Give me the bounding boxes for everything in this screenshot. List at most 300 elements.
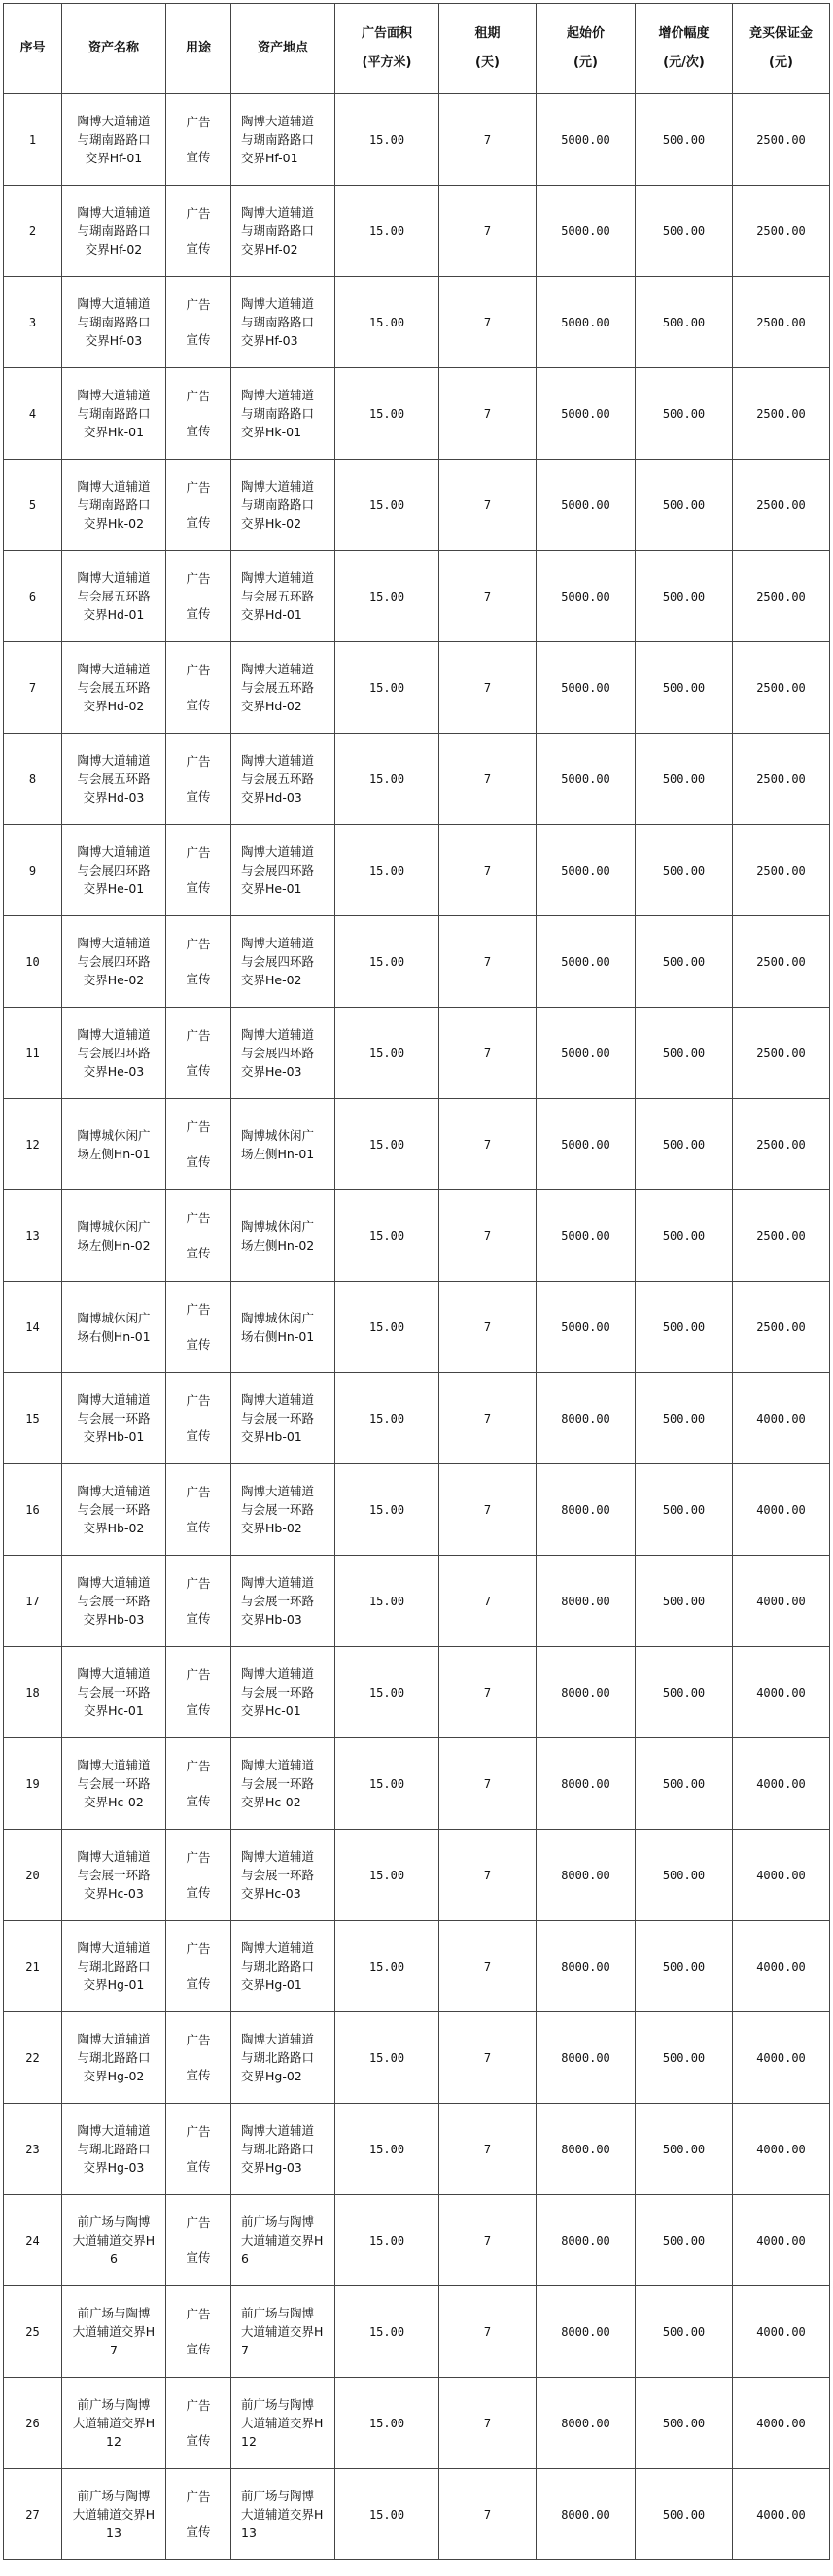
header-area-label: 广告面积 <box>361 26 412 41</box>
cell-term: 7 <box>439 1738 537 1830</box>
cell-use-line: 广告 <box>186 753 211 769</box>
cell-use-line: 宣传 <box>186 1336 211 1352</box>
cell-increment: 500.00 <box>636 2286 733 2378</box>
cell-start-price: 5000.00 <box>537 460 636 551</box>
cell-area: 15.00 <box>335 94 439 186</box>
header-deposit-unit: (元) <box>769 55 793 70</box>
table-row <box>4 186 830 277</box>
cell-use-line: 宣传 <box>186 331 211 347</box>
cell-location-line: 交界He-01 <box>241 881 302 896</box>
table-row <box>4 2104 830 2195</box>
cell-location <box>231 1830 335 1921</box>
cell-asset-name <box>62 186 166 277</box>
cell-area: 15.00 <box>335 277 439 368</box>
cell-asset-name <box>62 2104 166 2195</box>
cell-use-line: 广告 <box>186 570 211 586</box>
cell-seq: 25 <box>4 2286 62 2378</box>
cell-asset-name-line: 陶博大道辅道 <box>77 570 151 585</box>
cell-use-line: 广告 <box>186 1118 211 1134</box>
cell-location-line: 陶博大道辅道 <box>241 1392 315 1407</box>
cell-asset-name-line: 陶博大道辅道 <box>77 114 151 128</box>
header-term-label: 租期 <box>474 26 501 41</box>
table-row <box>4 1647 830 1738</box>
cell-term: 7 <box>439 2469 537 2560</box>
cell-location <box>231 460 335 551</box>
cell-location-line: 交界Hb-02 <box>241 1521 302 1535</box>
cell-start-price: 8000.00 <box>537 1921 636 2012</box>
cell-location-line: 6 <box>241 2251 249 2266</box>
cell-use-line: 广告 <box>186 2397 211 2413</box>
cell-location-line: 与瑚南路路口 <box>241 132 315 147</box>
cell-asset-name-line: 大道辅道交界H <box>72 2324 156 2339</box>
cell-location-line: 陶博大道辅道 <box>241 662 315 676</box>
cell-area: 15.00 <box>335 1282 439 1373</box>
cell-location-line: 7 <box>241 2343 249 2357</box>
cell-use <box>166 460 231 551</box>
cell-deposit: 2500.00 <box>733 1008 830 1099</box>
cell-asset-name <box>62 1464 166 1556</box>
cell-use-line: 宣传 <box>186 1062 211 1078</box>
cell-term: 7 <box>439 186 537 277</box>
cell-increment: 500.00 <box>636 1921 733 2012</box>
cell-location-line: 交界Hc-03 <box>241 1886 301 1901</box>
cell-use <box>166 734 231 825</box>
cell-seq: 4 <box>4 368 62 460</box>
cell-start-price: 8000.00 <box>537 1464 636 1556</box>
cell-asset-name <box>62 460 166 551</box>
cell-start-price: 5000.00 <box>537 186 636 277</box>
cell-asset-name-line: 陶博大道辅道 <box>77 936 151 950</box>
cell-use-line: 广告 <box>186 2306 211 2321</box>
cell-asset-name-line: 陶博城休闲广 <box>77 1310 151 1325</box>
cell-increment: 500.00 <box>636 916 733 1008</box>
cell-location-line: 陶博大道辅道 <box>241 1849 315 1864</box>
cell-asset-name-line: 前广场与陶博 <box>77 2215 151 2229</box>
cell-increment: 500.00 <box>636 1556 733 1647</box>
cell-seq: 26 <box>4 2378 62 2469</box>
cell-asset-name-line: 陶博大道辅道 <box>77 1392 151 1407</box>
cell-asset-name-line: 陶博大道辅道 <box>77 1758 151 1772</box>
header-increment <box>636 4 733 94</box>
cell-start-price: 5000.00 <box>537 368 636 460</box>
cell-asset-name-line: 交界Hc-01 <box>84 1703 144 1718</box>
table-row <box>4 2195 830 2286</box>
cell-location-line: 与会展四环路 <box>241 863 315 877</box>
cell-area: 15.00 <box>335 916 439 1008</box>
cell-location <box>231 1647 335 1738</box>
cell-start-price: 5000.00 <box>537 551 636 642</box>
cell-asset-name <box>62 1647 166 1738</box>
cell-location-line: 与会展一环路 <box>241 1868 315 1882</box>
cell-use-line: 宣传 <box>186 879 211 895</box>
cell-asset-name-line: 与会展一环路 <box>77 1411 151 1425</box>
cell-increment: 500.00 <box>636 277 733 368</box>
cell-asset-name-line: 交界Hg-02 <box>83 2069 145 2083</box>
cell-increment: 500.00 <box>636 1647 733 1738</box>
cell-asset-name <box>62 277 166 368</box>
cell-asset-name-line: 交界Hc-02 <box>84 1795 144 1809</box>
cell-asset-name <box>62 1373 166 1464</box>
cell-use-line: 广告 <box>186 2215 211 2230</box>
cell-term: 7 <box>439 277 537 368</box>
cell-increment: 500.00 <box>636 2469 733 2560</box>
cell-asset-name-line: 与瑚南路路口 <box>77 315 151 329</box>
cell-location-line: 13 <box>241 2525 257 2540</box>
cell-area: 15.00 <box>335 1008 439 1099</box>
cell-start-price: 5000.00 <box>537 94 636 186</box>
table-row <box>4 1830 830 1921</box>
cell-location <box>231 1282 335 1373</box>
cell-use-line: 宣传 <box>186 149 211 164</box>
cell-use-line: 广告 <box>186 1575 211 1591</box>
cell-deposit: 4000.00 <box>733 1647 830 1738</box>
cell-asset-name-line: 前广场与陶博 <box>77 2306 151 2320</box>
cell-area: 15.00 <box>335 368 439 460</box>
cell-asset-name-line: 陶博大道辅道 <box>77 662 151 676</box>
cell-term: 7 <box>439 2104 537 2195</box>
cell-location-line: 陶博大道辅道 <box>241 1941 315 1955</box>
cell-location-line: 交界Hc-01 <box>241 1703 301 1718</box>
cell-asset-name-line: 陶博大道辅道 <box>77 1941 151 1955</box>
cell-location-line: 交界Hd-03 <box>241 790 302 805</box>
cell-deposit: 4000.00 <box>733 1464 830 1556</box>
header-use: 用途 <box>166 4 231 94</box>
cell-asset-name-line: 交界He-03 <box>83 1064 145 1079</box>
cell-use-line: 广告 <box>186 479 211 495</box>
cell-start-price: 5000.00 <box>537 825 636 916</box>
cell-use-line: 广告 <box>186 1484 211 1499</box>
cell-asset-name-line: 陶博大道辅道 <box>77 1575 151 1590</box>
cell-asset-name <box>62 1738 166 1830</box>
cell-location-line: 与瑚南路路口 <box>241 498 315 512</box>
cell-use-line: 广告 <box>186 1849 211 1865</box>
cell-start-price: 5000.00 <box>537 1190 636 1282</box>
cell-area: 15.00 <box>335 1464 439 1556</box>
cell-area: 15.00 <box>335 186 439 277</box>
table-row <box>4 1190 830 1282</box>
cell-asset-name-line: 交界Hb-02 <box>83 1521 145 1535</box>
cell-use <box>166 2286 231 2378</box>
cell-start-price: 5000.00 <box>537 1282 636 1373</box>
cell-location <box>231 1099 335 1190</box>
cell-increment: 500.00 <box>636 1464 733 1556</box>
cell-location-line: 陶博大道辅道 <box>241 1666 315 1681</box>
cell-asset-name-line: 交界He-01 <box>83 881 145 896</box>
cell-asset-name <box>62 1190 166 1282</box>
cell-location-line: 陶博大道辅道 <box>241 844 315 859</box>
cell-use-line: 广告 <box>186 2489 211 2504</box>
cell-asset-name-line: 与会展五环路 <box>77 680 151 695</box>
cell-start-price: 8000.00 <box>537 2012 636 2104</box>
cell-area: 15.00 <box>335 2469 439 2560</box>
cell-use <box>166 2195 231 2286</box>
cell-start-price: 8000.00 <box>537 2286 636 2378</box>
cell-area: 15.00 <box>335 1190 439 1282</box>
cell-asset-name-line: 与会展四环路 <box>77 863 151 877</box>
cell-asset-name-line: 交界Hd-01 <box>83 607 145 622</box>
header-deposit-label: 竞买保证金 <box>748 26 813 41</box>
cell-deposit: 2500.00 <box>733 186 830 277</box>
cell-area: 15.00 <box>335 642 439 734</box>
cell-asset-name <box>62 551 166 642</box>
table-body <box>4 94 830 2560</box>
cell-start-price: 8000.00 <box>537 1647 636 1738</box>
cell-location-line: 交界He-02 <box>241 973 302 987</box>
cell-use-line: 广告 <box>186 2032 211 2047</box>
cell-use-line: 宣传 <box>186 788 211 804</box>
cell-seq: 20 <box>4 1830 62 1921</box>
cell-use-line: 广告 <box>186 936 211 951</box>
cell-asset-name-line: 交界Hb-01 <box>83 1429 145 1444</box>
cell-location-line: 陶博大道辅道 <box>241 296 315 311</box>
cell-location-line: 陶博大道辅道 <box>241 1575 315 1590</box>
cell-seq: 7 <box>4 642 62 734</box>
cell-asset-name-line: 陶博大道辅道 <box>77 479 151 494</box>
table-row <box>4 277 830 368</box>
cell-start-price: 5000.00 <box>537 642 636 734</box>
table-row <box>4 1738 830 1830</box>
cell-location-line: 交界Hg-02 <box>241 2069 302 2083</box>
cell-location-line: 与会展五环路 <box>241 772 315 786</box>
cell-asset-name-line: 与瑚北路路口 <box>77 2050 151 2065</box>
cell-asset-name <box>62 2378 166 2469</box>
cell-seq: 19 <box>4 1738 62 1830</box>
cell-location-line: 交界Hd-02 <box>241 699 302 713</box>
cell-use-line: 宣传 <box>186 240 211 256</box>
cell-asset-name-line: 陶博大道辅道 <box>77 753 151 768</box>
cell-asset-name <box>62 1008 166 1099</box>
cell-use-line: 宣传 <box>186 514 211 530</box>
cell-location-line: 陶博大道辅道 <box>241 114 315 128</box>
cell-deposit: 2500.00 <box>733 368 830 460</box>
cell-location-line: 陶博大道辅道 <box>241 2032 315 2046</box>
cell-asset-name-line: 陶博大道辅道 <box>77 388 151 402</box>
table-row <box>4 642 830 734</box>
cell-asset-name <box>62 2286 166 2378</box>
cell-term: 7 <box>439 2286 537 2378</box>
cell-location <box>231 1464 335 1556</box>
cell-use <box>166 1099 231 1190</box>
cell-asset-name-line: 陶博大道辅道 <box>77 1484 151 1498</box>
cell-location-line: 陶博城休闲广 <box>241 1219 315 1234</box>
cell-location-line: 陶博大道辅道 <box>241 2123 315 2138</box>
cell-term: 7 <box>439 916 537 1008</box>
cell-use-line: 宣传 <box>186 697 211 712</box>
cell-use-line: 宣传 <box>186 1427 211 1443</box>
cell-area: 15.00 <box>335 2378 439 2469</box>
cell-asset-name <box>62 734 166 825</box>
cell-location <box>231 1921 335 2012</box>
cell-location-line: 与瑚北路路口 <box>241 2142 315 2156</box>
cell-asset-name-line: 陶博大道辅道 <box>77 1027 151 1042</box>
cell-seq: 24 <box>4 2195 62 2286</box>
cell-asset-name-line: 与会展一环路 <box>77 1868 151 1882</box>
cell-asset-name <box>62 1099 166 1190</box>
cell-asset-name-line: 场左侧Hn-02 <box>77 1237 151 1253</box>
cell-use-line: 宣传 <box>186 1519 211 1534</box>
table-row <box>4 1008 830 1099</box>
table-row <box>4 2469 830 2560</box>
cell-increment: 500.00 <box>636 825 733 916</box>
cell-location-line: 交界Hf-03 <box>241 333 298 348</box>
cell-location <box>231 94 335 186</box>
table-row <box>4 551 830 642</box>
table-row <box>4 1556 830 1647</box>
cell-area: 15.00 <box>335 2104 439 2195</box>
cell-asset-name-line: 交界Hd-02 <box>83 699 145 713</box>
cell-use <box>166 551 231 642</box>
cell-location-line: 交界Hk-01 <box>241 425 302 439</box>
header-asset-name: 资产名称 <box>62 4 166 94</box>
cell-increment: 500.00 <box>636 2195 733 2286</box>
cell-location-line: 12 <box>241 2434 257 2449</box>
cell-asset-name-line: 与瑚南路路口 <box>77 406 151 421</box>
cell-term: 7 <box>439 2012 537 2104</box>
cell-asset-name-line: 6 <box>110 2251 118 2266</box>
cell-location-line: 陶博大道辅道 <box>241 936 315 950</box>
cell-location <box>231 1373 335 1464</box>
header-area-unit: (平方米) <box>362 55 412 70</box>
cell-use <box>166 94 231 186</box>
cell-start-price: 5000.00 <box>537 734 636 825</box>
cell-asset-name-line: 交界Hf-01 <box>85 151 143 165</box>
cell-asset-name-line: 场左侧Hn-01 <box>77 1146 151 1161</box>
cell-seq: 1 <box>4 94 62 186</box>
cell-asset-name-line: 场右侧Hn-01 <box>77 1328 151 1344</box>
cell-asset-name <box>62 1830 166 1921</box>
cell-area: 15.00 <box>335 1647 439 1738</box>
header-start-price-label: 起始价 <box>566 26 605 41</box>
cell-asset-name-line: 交界Hb-03 <box>83 1612 145 1627</box>
cell-use <box>166 2104 231 2195</box>
cell-location-line: 大道辅道交界H <box>241 2416 324 2430</box>
cell-asset-name-line: 与瑚南路路口 <box>77 223 151 238</box>
cell-asset-name <box>62 1556 166 1647</box>
cell-asset-name-line: 陶博大道辅道 <box>77 205 151 220</box>
cell-increment: 500.00 <box>636 94 733 186</box>
cell-location-line: 陶博大道辅道 <box>241 205 315 220</box>
header-term-unit: (天) <box>475 55 500 70</box>
cell-asset-name <box>62 368 166 460</box>
cell-location-line: 与瑚南路路口 <box>241 406 315 421</box>
cell-term: 7 <box>439 1921 537 2012</box>
cell-asset-name <box>62 1921 166 2012</box>
cell-location-line: 与瑚南路路口 <box>241 223 315 238</box>
cell-location-line: 与会展一环路 <box>241 1502 315 1517</box>
cell-asset-name-line: 交界Hk-01 <box>83 425 145 439</box>
table-row <box>4 916 830 1008</box>
table-row <box>4 1464 830 1556</box>
cell-location <box>231 642 335 734</box>
cell-use-line: 广告 <box>186 1210 211 1225</box>
cell-area: 15.00 <box>335 551 439 642</box>
cell-area: 15.00 <box>335 734 439 825</box>
cell-asset-name-line: 与瑚南路路口 <box>77 132 151 147</box>
cell-location-line: 陶博大道辅道 <box>241 753 315 768</box>
cell-deposit: 2500.00 <box>733 1282 830 1373</box>
cell-asset-name-line: 与会展四环路 <box>77 1046 151 1060</box>
cell-location <box>231 2378 335 2469</box>
cell-asset-name-line: 交界Hg-03 <box>83 2160 145 2175</box>
header-deposit <box>733 4 830 94</box>
table-row <box>4 2378 830 2469</box>
header-seq: 序号 <box>4 4 62 94</box>
cell-use-line: 广告 <box>186 662 211 677</box>
cell-area: 15.00 <box>335 1830 439 1921</box>
cell-seq: 17 <box>4 1556 62 1647</box>
table-row <box>4 1099 830 1190</box>
cell-location-line: 与会展五环路 <box>241 589 315 603</box>
cell-use-line: 广告 <box>186 388 211 403</box>
cell-asset-name-line: 陶博大道辅道 <box>77 1849 151 1864</box>
table-row <box>4 2286 830 2378</box>
cell-use-line: 广告 <box>186 1392 211 1408</box>
cell-asset-name-line: 12 <box>106 2434 121 2449</box>
cell-use-line: 宣传 <box>186 2158 211 2174</box>
cell-use-line: 宣传 <box>186 2341 211 2356</box>
cell-term: 7 <box>439 1190 537 1282</box>
cell-use <box>166 1738 231 1830</box>
cell-use <box>166 916 231 1008</box>
cell-location <box>231 277 335 368</box>
cell-asset-name-line: 与瑚北路路口 <box>77 1959 151 1974</box>
cell-asset-name <box>62 94 166 186</box>
cell-location-line: 陶博大道辅道 <box>241 1758 315 1772</box>
cell-use-line: 广告 <box>186 1027 211 1043</box>
cell-asset-name-line: 陶博城休闲广 <box>77 1219 151 1234</box>
cell-use-line: 宣传 <box>186 1793 211 1808</box>
cell-use <box>166 642 231 734</box>
cell-location-line: 大道辅道交界H <box>241 2507 324 2522</box>
cell-increment: 500.00 <box>636 1373 733 1464</box>
cell-area: 15.00 <box>335 2286 439 2378</box>
cell-asset-name <box>62 1282 166 1373</box>
table-row <box>4 368 830 460</box>
cell-increment: 500.00 <box>636 551 733 642</box>
cell-seq: 22 <box>4 2012 62 2104</box>
cell-location-line: 陶博城休闲广 <box>241 1127 315 1143</box>
table-row <box>4 94 830 186</box>
cell-area: 15.00 <box>335 825 439 916</box>
cell-area: 15.00 <box>335 1921 439 2012</box>
cell-use <box>166 1190 231 1282</box>
cell-use-line: 宣传 <box>186 2250 211 2265</box>
cell-location-line: 交界Hg-01 <box>241 1977 302 1992</box>
cell-term: 7 <box>439 551 537 642</box>
cell-start-price: 8000.00 <box>537 1830 636 1921</box>
cell-asset-name-line: 交界Hd-03 <box>83 790 145 805</box>
cell-start-price: 8000.00 <box>537 1373 636 1464</box>
table-row <box>4 460 830 551</box>
cell-use-line: 广告 <box>186 205 211 221</box>
cell-location <box>231 2286 335 2378</box>
cell-asset-name-line: 大道辅道交界H <box>72 2233 156 2248</box>
header-start-price-unit: (元) <box>573 55 598 70</box>
cell-increment: 500.00 <box>636 1738 733 1830</box>
cell-increment: 500.00 <box>636 734 733 825</box>
cell-term: 7 <box>439 1373 537 1464</box>
cell-deposit: 4000.00 <box>733 2469 830 2560</box>
cell-deposit: 2500.00 <box>733 1190 830 1282</box>
cell-deposit: 2500.00 <box>733 916 830 1008</box>
cell-deposit: 4000.00 <box>733 1373 830 1464</box>
cell-start-price: 8000.00 <box>537 2469 636 2560</box>
cell-term: 7 <box>439 1830 537 1921</box>
cell-area: 15.00 <box>335 460 439 551</box>
cell-seq: 27 <box>4 2469 62 2560</box>
cell-area: 15.00 <box>335 2012 439 2104</box>
cell-location-line: 大道辅道交界H <box>241 2233 324 2248</box>
